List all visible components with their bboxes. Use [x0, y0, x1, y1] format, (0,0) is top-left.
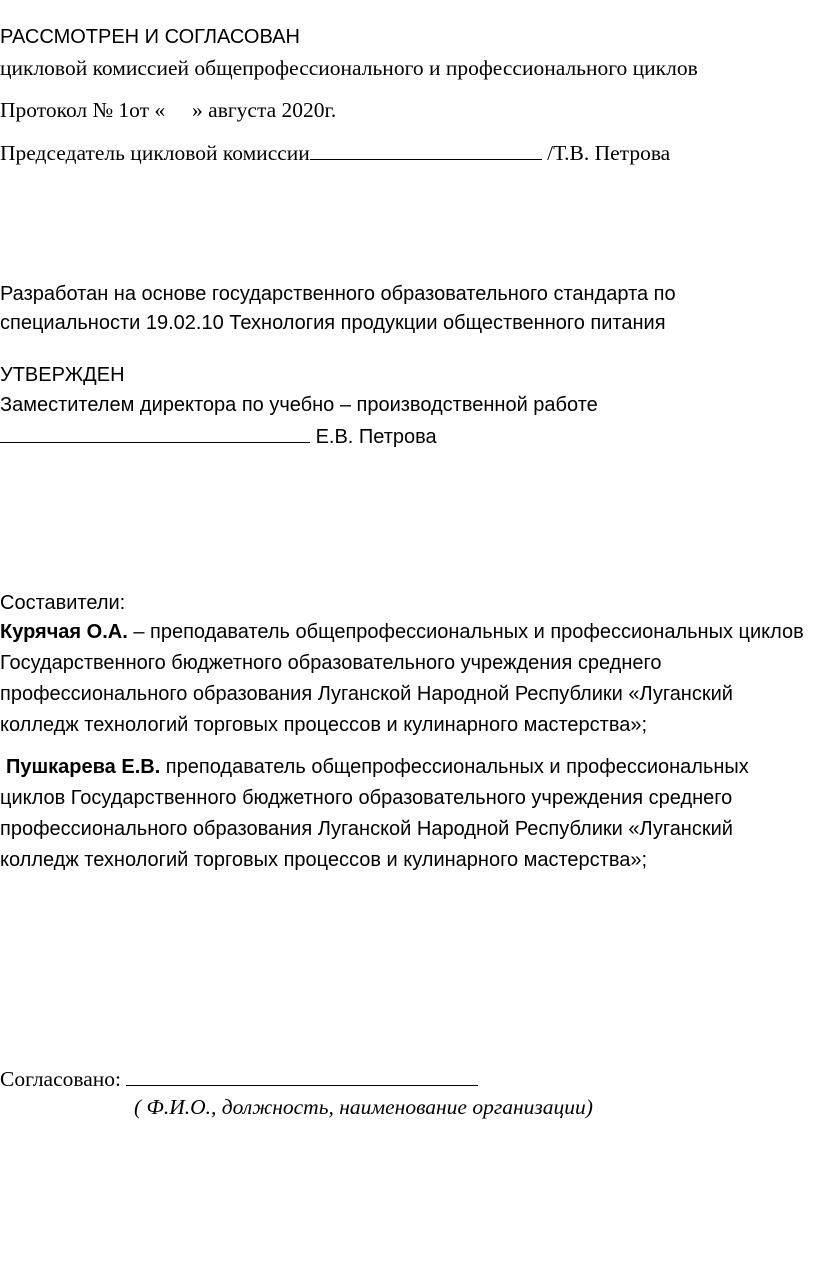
- chair-label: Председатель цикловой комиссии: [0, 141, 310, 165]
- signature-line: [126, 1067, 478, 1086]
- approved-by: Заместителем директора по учебно – производственной работе: [0, 394, 598, 416]
- reviewed-commission: цикловой комиссией общепрофессионального и профессионального циклов: [0, 56, 698, 80]
- reviewed-heading: РАССМОТРЕН И СОГЛАСОВАН: [0, 26, 300, 48]
- author-2-name: Пушкарева Е.В.: [6, 756, 161, 778]
- agreed-line: [0, 1067, 478, 1092]
- author-1-paragraph: [0, 617, 814, 741]
- agreed-label: Согласовано:: [0, 1067, 122, 1091]
- signature-line: [0, 424, 310, 443]
- author-1-name: Курячая О.А.: [0, 621, 128, 643]
- chair-line: [0, 141, 670, 166]
- protocol-line: Протокол № 1от « » августа 2020г.: [0, 98, 337, 122]
- basis-line-1: Разработан на основе государственного образовательного стандарта по: [0, 283, 676, 305]
- author-2-paragraph: [0, 752, 814, 876]
- authors-heading: Составители:: [0, 592, 126, 614]
- signature-line: [310, 141, 542, 160]
- chair-name: /Т.В. Петрова: [547, 141, 671, 165]
- author-1-description: – преподаватель общепрофессиональных и профессиональных циклов Государственного бюджетного образовательного учреждения среднего профессионального образования Луганской Народной Республики «Луганский колледж технологий торговых процессов и кулинарного мастерства»;: [0, 621, 804, 736]
- basis-line-2: специальности 19.02.10 Технология продукции общественного питания: [0, 312, 666, 334]
- approved-name: Е.В. Петрова: [315, 426, 437, 448]
- approved-heading: УТВЕРЖДЕН: [0, 364, 125, 386]
- agreed-hint: ( Ф.И.О., должность, наименование организации): [134, 1095, 593, 1119]
- author-2-description: преподаватель общепрофессиональных и профессиональных циклов Государственного бюджетного образовательного учреждения среднего профессионального образования Луганской Народной Республики «Луганский колледж технологий торговых процессов и кулинарного мастерства»;: [0, 756, 749, 871]
- approved-signature-line: [0, 424, 437, 449]
